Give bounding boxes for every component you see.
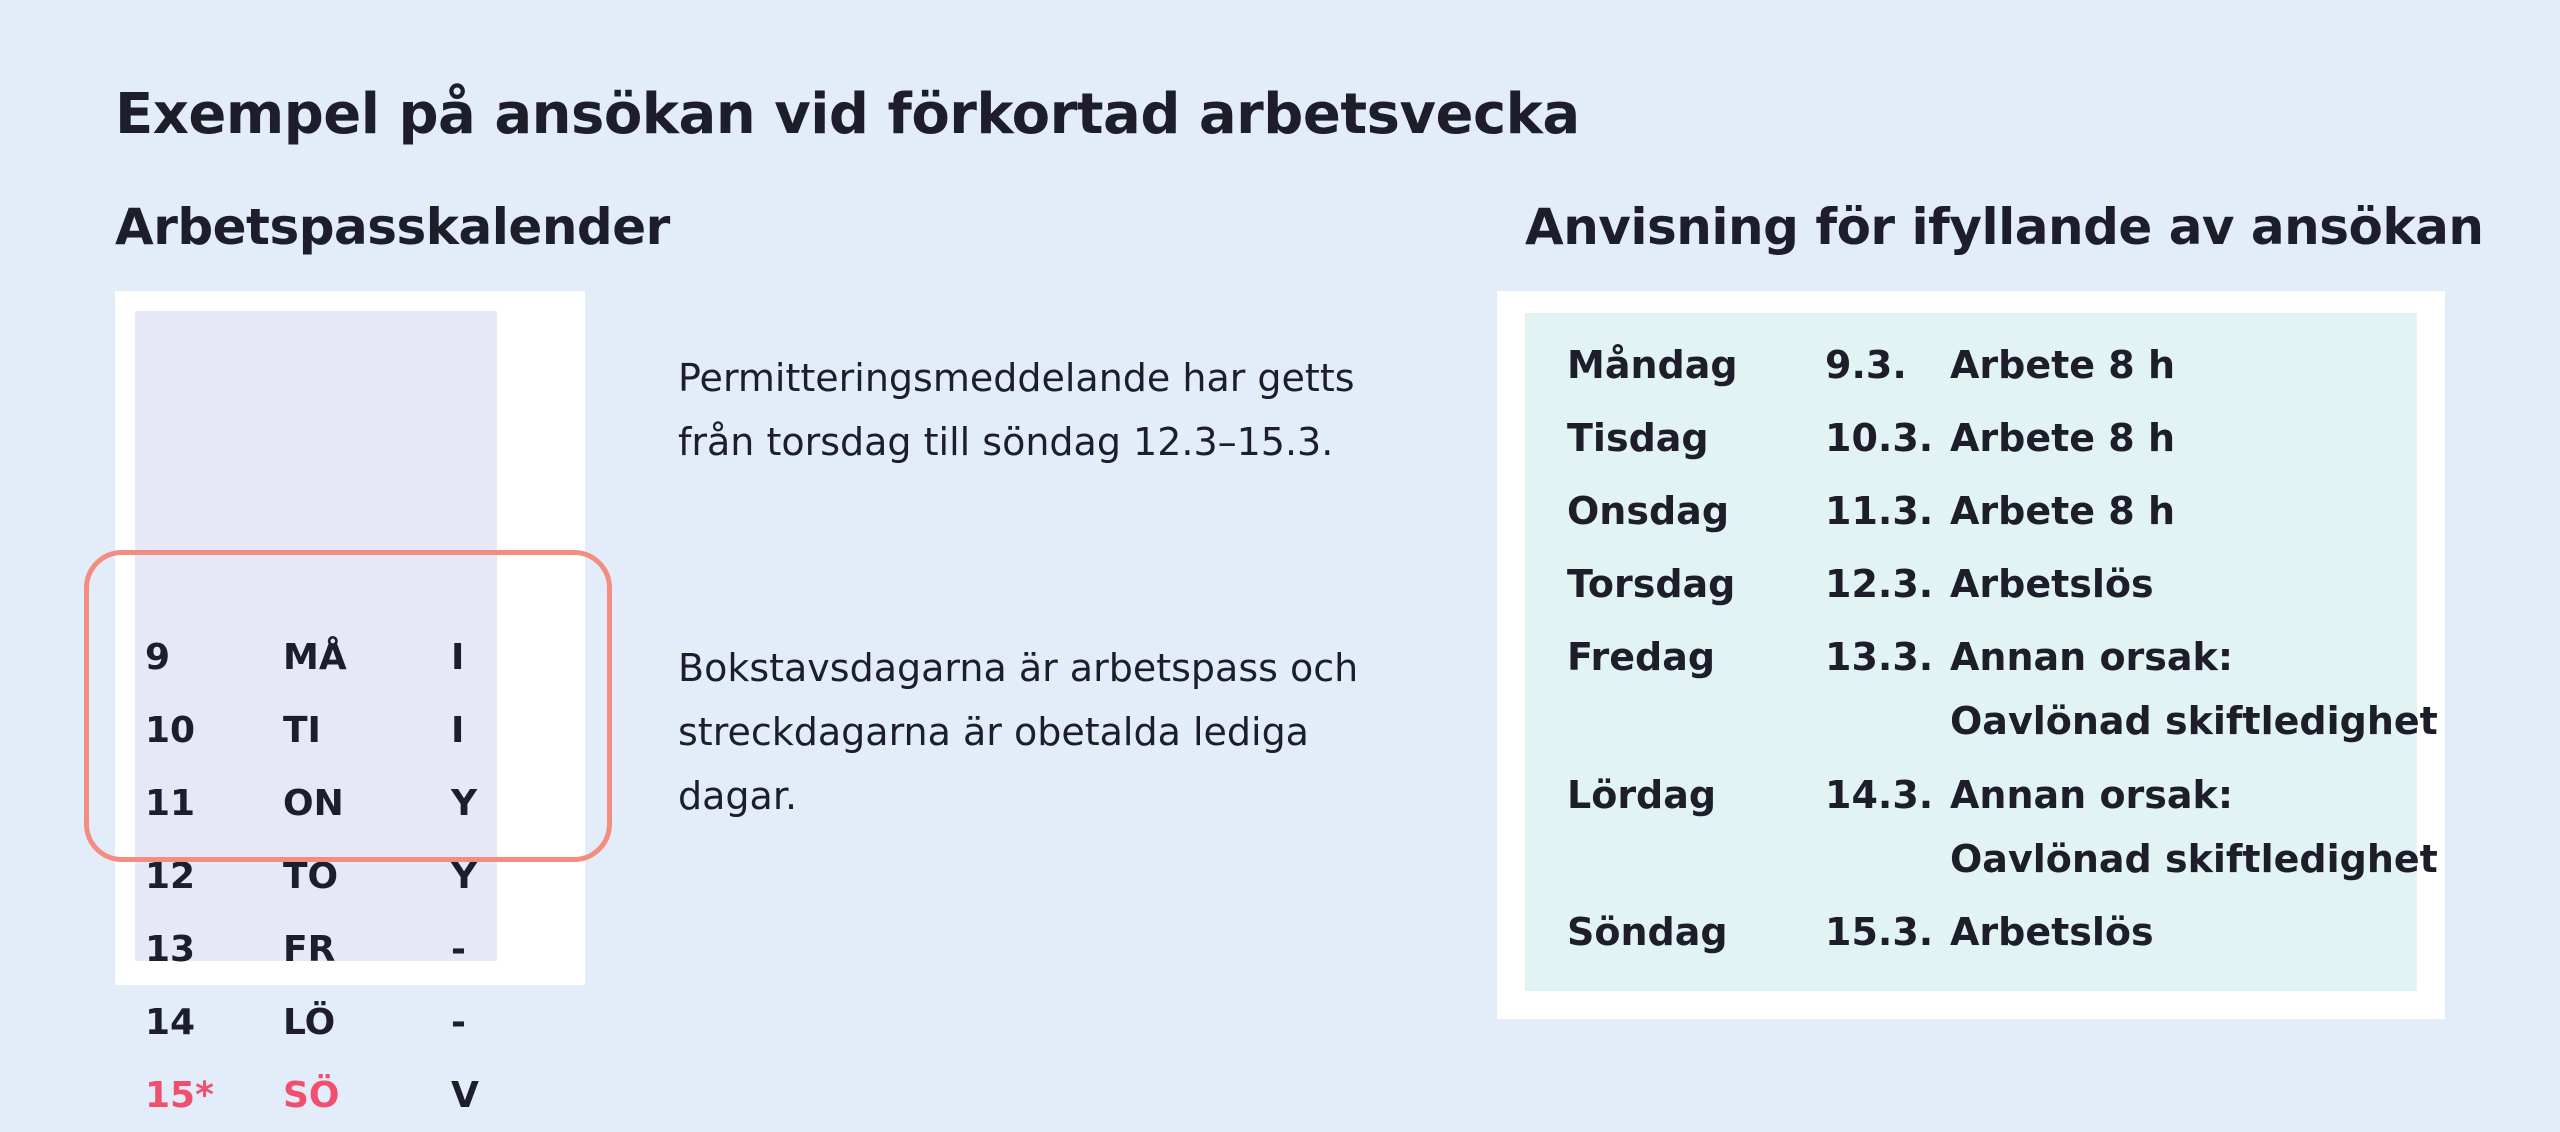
calendar-shift-code: - — [451, 929, 466, 970]
page-title: Exempel på ansökan vid förkortad arbetsvecka — [115, 82, 1580, 147]
instruction-date: 10.3. — [1825, 416, 1934, 460]
calendar-shift-code: V — [451, 1075, 479, 1116]
instruction-date: 13.3. — [1825, 635, 1934, 679]
instruction-weekday: Måndag — [1567, 343, 1738, 387]
instruction-weekday: Fredag — [1567, 635, 1716, 679]
instruction-date: 11.3. — [1825, 489, 1934, 533]
calendar-row — [115, 986, 585, 1059]
calendar-weekday: TI — [283, 710, 321, 751]
instruction-description: Annan orsak: Oavlönad skiftledighet — [1950, 635, 2438, 743]
instruction-description: Arbete 8 h — [1950, 343, 2176, 387]
layoff-period-outline — [84, 550, 612, 862]
layoff-notice-text: Permitteringsmeddelande har getts från torsdag till söndag 12.3–15.3. — [678, 356, 1355, 464]
calendar-day-number: 13 — [145, 929, 196, 970]
calendar-weekday: LÖ — [283, 1002, 336, 1043]
calendar-day-number: 15* — [145, 1075, 214, 1116]
calendar-shift-code: - — [451, 1002, 466, 1043]
instruction-date: 12.3. — [1825, 562, 1934, 606]
calendar-shift-code: I — [451, 710, 465, 751]
calendar-shift-code: I — [451, 637, 465, 678]
instruction-description: Arbete 8 h — [1950, 416, 2176, 460]
instruction-weekday: Tisdag — [1567, 416, 1709, 460]
instruction-weekday: Torsdag — [1567, 562, 1736, 606]
application-instructions-card — [1497, 291, 2445, 1019]
calendar-row — [115, 913, 585, 986]
instruction-description: Annan orsak: Oavlönad skiftledighet — [1950, 773, 2438, 881]
calendar-day-number: 9 — [145, 637, 171, 678]
instruction-description: Arbetslös — [1950, 562, 2154, 606]
instructions-heading: Anvisning för ifyllande av ansökan — [1525, 198, 2484, 256]
calendar-weekday: TO — [283, 856, 339, 897]
calendar-weekday: ON — [283, 783, 344, 824]
instruction-weekday: Söndag — [1567, 910, 1728, 954]
calendar-legend-text: Bokstavsdagarna är arbetspass och streckdagarna är obetalda lediga dagar. — [678, 646, 1359, 818]
calendar-row-holiday — [115, 1059, 585, 1132]
instruction-description: Arbetslös — [1950, 910, 2154, 954]
instruction-date: 14.3. — [1825, 773, 1934, 817]
calendar-weekday: MÅ — [283, 637, 347, 678]
calendar-shift-code: Y — [451, 783, 478, 824]
calendar-day-number: 14 — [145, 1002, 196, 1043]
calendar-weekday: SÖ — [283, 1075, 340, 1116]
instruction-date: 15.3. — [1825, 910, 1934, 954]
calendar-shift-code: Y — [451, 856, 478, 897]
instruction-weekday: Onsdag — [1567, 489, 1730, 533]
instruction-date: 9.3. — [1825, 343, 1907, 387]
calendar-day-number: 10 — [145, 710, 196, 751]
calendar-day-number: 11 — [145, 783, 196, 824]
calendar-day-number: 12 — [145, 856, 196, 897]
instruction-description: Arbete 8 h — [1950, 489, 2176, 533]
calendar-heading: Arbetspasskalender — [115, 198, 670, 256]
calendar-weekday: FR — [283, 929, 336, 970]
instruction-weekday: Lördag — [1567, 773, 1717, 817]
